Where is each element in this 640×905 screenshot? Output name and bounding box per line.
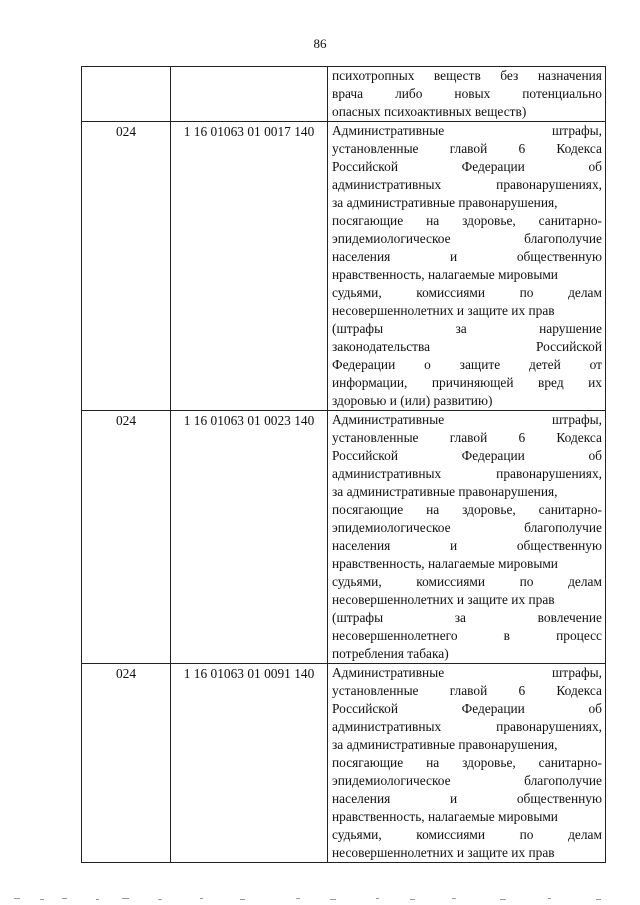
description-word: потенциально bbox=[522, 86, 602, 101]
description-line bbox=[332, 627, 602, 645]
description-line bbox=[332, 85, 602, 103]
description-word: эпидемиологическое bbox=[332, 773, 451, 788]
description-word: (штрафы bbox=[332, 321, 384, 336]
description-word: Федерации bbox=[461, 159, 525, 174]
description-line bbox=[332, 718, 602, 736]
description-word: Федерации bbox=[332, 357, 396, 372]
description-word: психотропных bbox=[332, 68, 415, 83]
description-word: благополучие bbox=[524, 773, 602, 788]
description-word: Кодекса bbox=[556, 141, 602, 156]
description-line bbox=[332, 266, 602, 284]
description-word: потребления табака) bbox=[332, 646, 449, 661]
description-word: санитарно- bbox=[538, 213, 602, 228]
description-line bbox=[332, 447, 602, 465]
description-word: несовершеннолетних и защите их прав bbox=[332, 845, 555, 860]
description-word: об bbox=[588, 159, 602, 174]
description-word: установленные bbox=[332, 683, 419, 698]
description-word: причиняющей bbox=[431, 375, 514, 390]
admin-code-cell: 024 bbox=[82, 664, 171, 863]
description-word: эпидемиологическое bbox=[332, 231, 451, 246]
description-word: информации, bbox=[332, 375, 408, 390]
description-word: делам bbox=[568, 285, 602, 300]
description-line bbox=[332, 682, 602, 700]
description-word: нарушение bbox=[539, 321, 602, 336]
description-word: населения bbox=[332, 249, 391, 264]
description-word: Федерации bbox=[461, 448, 525, 463]
description-word: об bbox=[588, 448, 602, 463]
description-line bbox=[332, 67, 602, 85]
page-number: 86 bbox=[313, 36, 327, 51]
description-line bbox=[332, 338, 602, 356]
description-word: санитарно- bbox=[538, 755, 602, 770]
description-word: посягающие bbox=[332, 755, 404, 770]
description-word: эпидемиологическое bbox=[332, 520, 451, 535]
description-word: на bbox=[426, 755, 440, 770]
description-word: (штрафы bbox=[332, 610, 384, 625]
description-word: опасных психоактивных веществ) bbox=[332, 104, 527, 119]
description-word: установленные bbox=[332, 141, 419, 156]
description-line bbox=[332, 122, 602, 140]
description-word: нравственность, налагаемые мировыми bbox=[332, 556, 558, 571]
kbk-code-cell: 1 16 01063 01 0091 140 bbox=[171, 664, 328, 863]
description-word: Российской bbox=[536, 339, 602, 354]
description-word: по bbox=[519, 827, 534, 842]
description-line bbox=[332, 158, 602, 176]
description-word: Кодекса bbox=[556, 430, 602, 445]
description-word: комиссиями bbox=[416, 285, 486, 300]
description-word: от bbox=[589, 357, 602, 372]
description-word: детей bbox=[529, 357, 561, 372]
description-line bbox=[332, 808, 602, 826]
description-word: процесс bbox=[556, 628, 602, 643]
description-cell bbox=[328, 664, 606, 863]
description-word: административных bbox=[332, 466, 442, 481]
description-word: посягающие bbox=[332, 502, 404, 517]
description-word: и bbox=[449, 249, 458, 264]
kbk-code-cell: 1 16 01063 01 0023 140 bbox=[171, 411, 328, 664]
description-word: на bbox=[426, 213, 440, 228]
description-line bbox=[332, 826, 602, 844]
description-word: за административные правонарушения, bbox=[332, 195, 558, 210]
description-word: либо bbox=[395, 86, 423, 101]
description-word: в bbox=[503, 628, 510, 643]
description-word: Федерации bbox=[461, 701, 525, 716]
description-word: населения bbox=[332, 538, 391, 553]
description-word: несовершеннолетних и защите их прав bbox=[332, 303, 555, 318]
description-word: Российской bbox=[332, 448, 398, 463]
description-line bbox=[332, 501, 602, 519]
description-line bbox=[332, 429, 602, 447]
description-word: судьями, bbox=[332, 574, 382, 589]
description-line bbox=[332, 537, 602, 555]
admin-code-cell: 024 bbox=[82, 122, 171, 411]
description-line bbox=[332, 609, 602, 627]
description-word: новых bbox=[454, 86, 491, 101]
description-word: нравственность, налагаемые мировыми bbox=[332, 267, 558, 282]
description-word: населения bbox=[332, 791, 391, 806]
table-row bbox=[82, 122, 606, 411]
description-word: здоровье, bbox=[462, 755, 516, 770]
description-line bbox=[332, 103, 602, 121]
description-line bbox=[332, 736, 602, 754]
description-word: врача bbox=[332, 86, 364, 101]
description-word: санитарно- bbox=[538, 502, 602, 517]
scan-edge-artifacts bbox=[0, 893, 640, 905]
description-word: судьями, bbox=[332, 285, 382, 300]
description-line bbox=[332, 212, 602, 230]
description-word: установленные bbox=[332, 430, 419, 445]
description-cell bbox=[328, 122, 606, 411]
description-word: здоровью и (или) развитию) bbox=[332, 393, 493, 408]
description-word: несовершеннолетних и защите их прав bbox=[332, 592, 555, 607]
description-word: за административные правонарушения, bbox=[332, 484, 558, 499]
description-line bbox=[332, 573, 602, 591]
description-line bbox=[332, 700, 602, 718]
description-word: по bbox=[519, 574, 534, 589]
description-word: комиссиями bbox=[416, 827, 486, 842]
description-word: о bbox=[424, 357, 431, 372]
description-word: общественную bbox=[516, 791, 602, 806]
description-word: главой bbox=[449, 683, 488, 698]
table-row bbox=[82, 67, 606, 122]
description-word: здоровье, bbox=[462, 213, 516, 228]
description-word: вред bbox=[538, 375, 564, 390]
description-line bbox=[332, 230, 602, 248]
description-word: Административные bbox=[332, 123, 445, 138]
budget-classification-table bbox=[81, 66, 606, 863]
description-word: делам bbox=[568, 574, 602, 589]
description-line bbox=[332, 248, 602, 266]
description-word: штрафы, bbox=[552, 123, 602, 138]
description-word: за bbox=[455, 321, 467, 336]
description-word: посягающие bbox=[332, 213, 404, 228]
description-word: комиссиями bbox=[416, 574, 486, 589]
description-word: и bbox=[449, 791, 458, 806]
description-word: правонарушениях, bbox=[496, 466, 602, 481]
description-line bbox=[332, 302, 602, 320]
description-word: законодательства bbox=[332, 339, 431, 354]
description-word: общественную bbox=[516, 538, 602, 553]
description-line bbox=[332, 645, 602, 663]
description-word: за bbox=[454, 610, 466, 625]
description-word: за административные правонарушения, bbox=[332, 737, 558, 752]
description-line bbox=[332, 140, 602, 158]
description-cell bbox=[328, 67, 606, 122]
description-word: Российской bbox=[332, 159, 398, 174]
kbk-code-cell bbox=[171, 67, 328, 122]
description-word: здоровье, bbox=[462, 502, 516, 517]
description-word: об bbox=[588, 701, 602, 716]
description-cell bbox=[328, 411, 606, 664]
description-line bbox=[332, 320, 602, 338]
description-word: Кодекса bbox=[556, 683, 602, 698]
description-line bbox=[332, 176, 602, 194]
description-line bbox=[332, 284, 602, 302]
description-word: главой bbox=[449, 141, 488, 156]
description-word: правонарушениях, bbox=[496, 719, 602, 734]
description-word: благополучие bbox=[524, 520, 602, 535]
description-word: веществ bbox=[433, 68, 481, 83]
description-line bbox=[332, 591, 602, 609]
description-line bbox=[332, 844, 602, 862]
description-word: правонарушениях, bbox=[496, 177, 602, 192]
description-line bbox=[332, 483, 602, 501]
description-word: делам bbox=[568, 827, 602, 842]
description-word: главой bbox=[449, 430, 488, 445]
description-line bbox=[332, 772, 602, 790]
admin-code-cell: 024 bbox=[82, 411, 171, 664]
description-word: штрафы, bbox=[552, 412, 602, 427]
description-word: нравственность, налагаемые мировыми bbox=[332, 809, 558, 824]
description-line bbox=[332, 664, 602, 682]
description-word: 6 bbox=[518, 141, 526, 156]
description-word: 6 bbox=[518, 430, 526, 445]
description-line bbox=[332, 790, 602, 808]
description-line bbox=[332, 465, 602, 483]
description-word: на bbox=[426, 502, 440, 517]
description-word: назначения bbox=[537, 68, 602, 83]
description-word: защите bbox=[459, 357, 501, 372]
description-word: общественную bbox=[516, 249, 602, 264]
description-line bbox=[332, 356, 602, 374]
description-line bbox=[332, 754, 602, 772]
description-word: вовлечение bbox=[537, 610, 602, 625]
description-word: без bbox=[500, 68, 519, 83]
description-word: судьями, bbox=[332, 827, 382, 842]
description-line bbox=[332, 392, 602, 410]
kbk-code-cell: 1 16 01063 01 0017 140 bbox=[171, 122, 328, 411]
table-row bbox=[82, 411, 606, 664]
description-line bbox=[332, 519, 602, 537]
description-line bbox=[332, 555, 602, 573]
description-word: по bbox=[519, 285, 534, 300]
description-word: их bbox=[588, 375, 602, 390]
description-line bbox=[332, 194, 602, 212]
table-row bbox=[82, 664, 606, 863]
description-word: административных bbox=[332, 177, 442, 192]
description-word: 6 bbox=[518, 683, 526, 698]
description-line bbox=[332, 411, 602, 429]
description-word: и bbox=[449, 538, 458, 553]
description-word: благополучие bbox=[524, 231, 602, 246]
description-line bbox=[332, 374, 602, 392]
description-word: Административные bbox=[332, 665, 445, 680]
description-word: Административные bbox=[332, 412, 445, 427]
description-word: несовершеннолетнего bbox=[332, 628, 458, 643]
description-word: административных bbox=[332, 719, 442, 734]
description-word: Российской bbox=[332, 701, 398, 716]
description-word: штрафы, bbox=[552, 665, 602, 680]
admin-code-cell bbox=[82, 67, 171, 122]
